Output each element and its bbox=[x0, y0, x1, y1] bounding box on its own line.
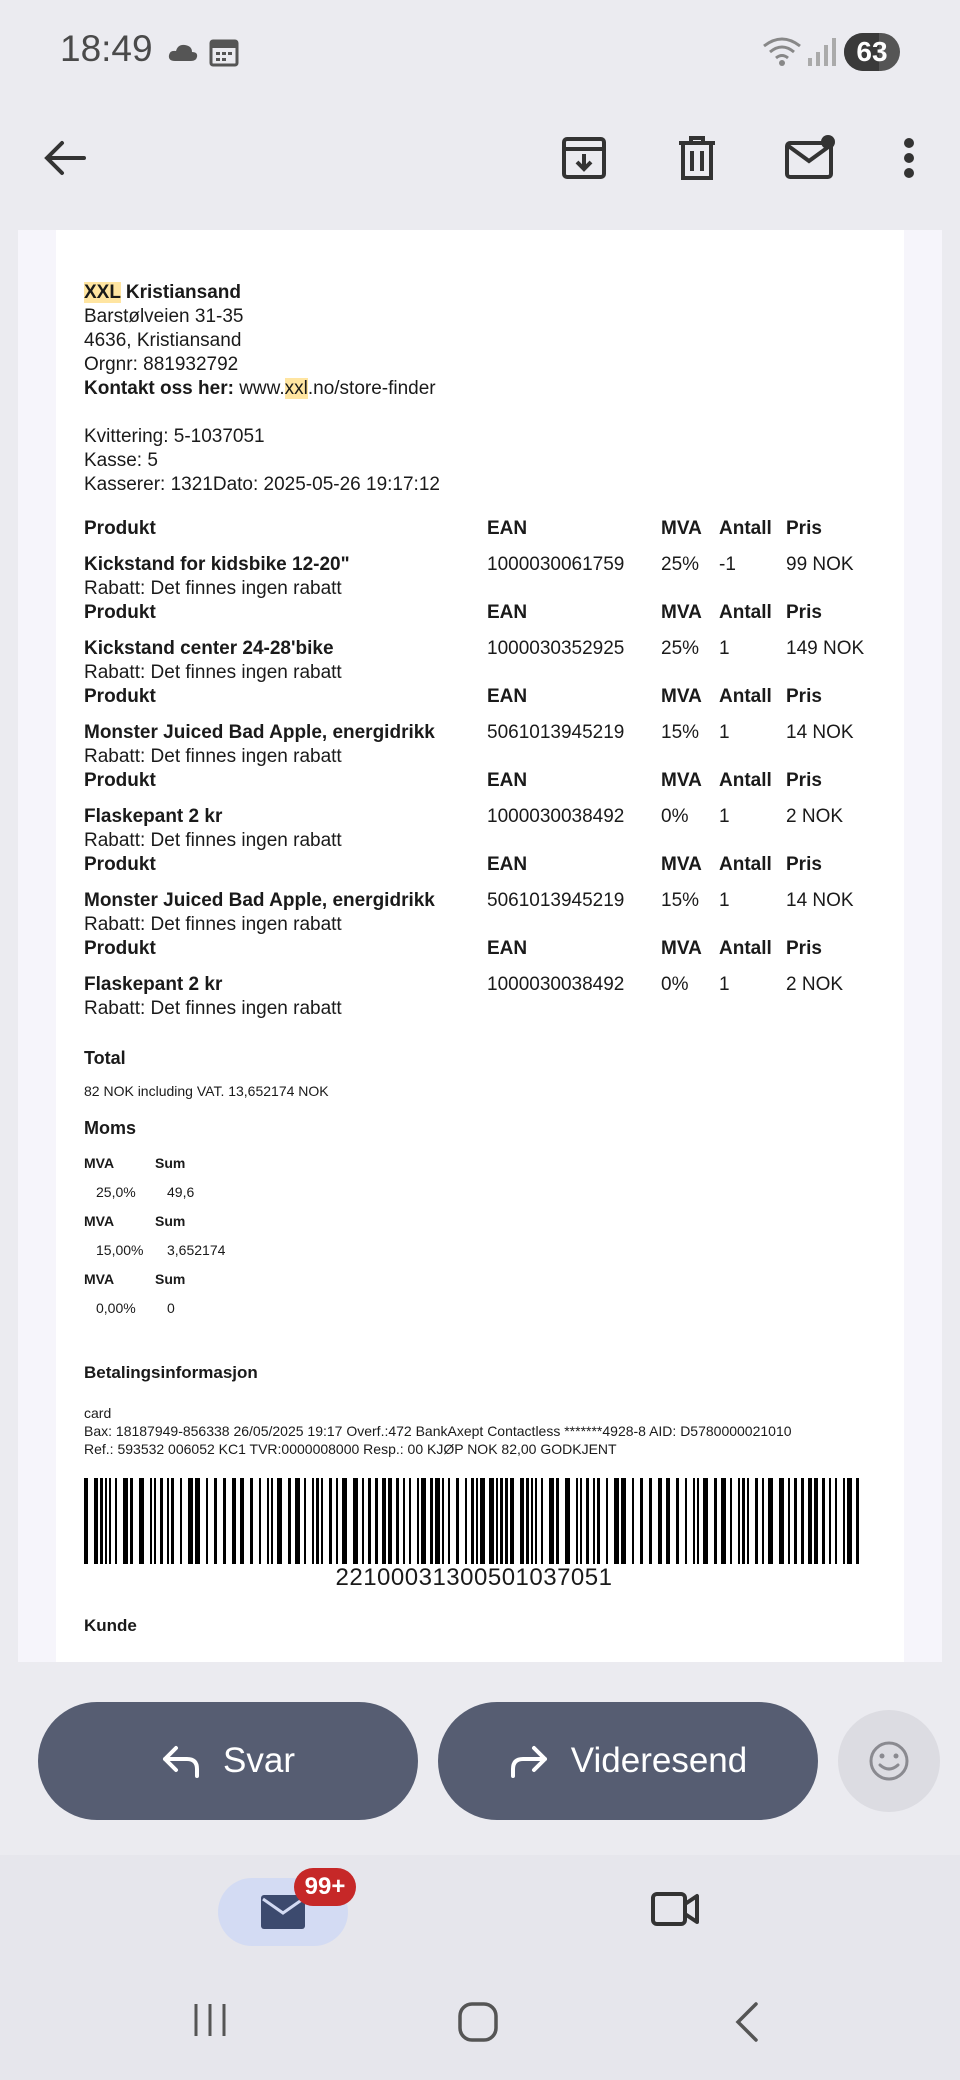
barcode-bar bbox=[171, 1478, 174, 1564]
barcode-bar bbox=[188, 1478, 193, 1564]
item-row bbox=[84, 806, 904, 832]
signal-icon bbox=[806, 36, 838, 68]
barcode-bar bbox=[403, 1478, 405, 1564]
vat-rate: 15,00% bbox=[96, 1242, 144, 1258]
reply-label: Svar bbox=[223, 1741, 295, 1780]
header-pris: Pris bbox=[786, 770, 822, 791]
barcode-bar bbox=[448, 1478, 450, 1564]
barcode-bar bbox=[640, 1478, 643, 1564]
barcode-bar bbox=[843, 1478, 845, 1564]
barcode-bar bbox=[693, 1478, 695, 1564]
barcode-bar bbox=[368, 1478, 371, 1564]
recent-apps-icon[interactable] bbox=[190, 2000, 230, 2040]
header-mva: MVA bbox=[661, 686, 702, 707]
items-header-row bbox=[84, 686, 904, 712]
header-pris: Pris bbox=[786, 602, 822, 623]
barcode-bar bbox=[435, 1478, 440, 1564]
cloud-icon bbox=[168, 42, 198, 62]
item-ean: 1000030061759 bbox=[487, 554, 625, 575]
receipt bbox=[56, 230, 904, 1662]
barcode-bar bbox=[115, 1478, 117, 1564]
barcode-bar bbox=[666, 1478, 670, 1564]
item-quantity: 1 bbox=[719, 806, 730, 827]
barcode-bar bbox=[421, 1478, 426, 1564]
header-antall: Antall bbox=[719, 518, 772, 539]
header-ean: EAN bbox=[487, 938, 528, 959]
barcode-bar bbox=[316, 1478, 319, 1564]
item-price: 2 NOK bbox=[786, 974, 844, 995]
item-mva: 15% bbox=[661, 722, 700, 743]
item-quantity: 1 bbox=[719, 722, 730, 743]
vat-header-row bbox=[84, 1271, 186, 1287]
status-bar bbox=[0, 0, 960, 100]
item-price: 149 NOK bbox=[786, 638, 865, 659]
barcode-bar bbox=[549, 1478, 554, 1564]
barcode-bar bbox=[382, 1478, 386, 1564]
vat-label: Moms bbox=[84, 1118, 137, 1138]
forward-icon bbox=[509, 1744, 549, 1778]
barcode-bar bbox=[295, 1478, 300, 1564]
barcode-bar bbox=[489, 1478, 494, 1564]
barcode-bar bbox=[535, 1478, 537, 1564]
barcode-bar bbox=[100, 1478, 103, 1564]
unread-count-badge: 99+ bbox=[294, 1868, 356, 1906]
vat-header-mva: MVA bbox=[84, 1213, 115, 1229]
header-ean: EAN bbox=[487, 686, 528, 707]
total-text: 82 NOK including VAT. 13,652174 NOK bbox=[84, 1083, 329, 1099]
item-price: 99 NOK bbox=[786, 554, 854, 575]
battery-level: 63 bbox=[856, 36, 888, 67]
barcode-bar bbox=[576, 1478, 578, 1564]
barcode-bar bbox=[510, 1478, 514, 1564]
barcode-bar bbox=[480, 1478, 485, 1564]
header-antall: Antall bbox=[719, 686, 772, 707]
barcode-bar bbox=[105, 1478, 107, 1564]
barcode-bar bbox=[721, 1478, 726, 1564]
barcode-bar bbox=[496, 1478, 498, 1564]
barcode-bar bbox=[288, 1478, 291, 1564]
item-quantity: 1 bbox=[719, 638, 730, 659]
header-ean: EAN bbox=[487, 602, 528, 623]
barcode-bar bbox=[312, 1478, 314, 1564]
item-name: Monster Juiced Bad Apple, energidrikk bbox=[84, 890, 435, 911]
items-header-row bbox=[84, 602, 904, 628]
barcode-number: 2210003130050103705​1 bbox=[335, 1564, 613, 1591]
header-produkt: Produkt bbox=[84, 686, 156, 707]
barcode-bar bbox=[632, 1478, 634, 1564]
barcode-bar bbox=[755, 1478, 758, 1564]
item-quantity: 1 bbox=[719, 890, 730, 911]
items-header-row bbox=[84, 518, 904, 544]
header-ean: EAN bbox=[487, 518, 528, 539]
vat-header-row bbox=[84, 1213, 186, 1229]
barcode-bar bbox=[835, 1478, 837, 1564]
store-name: XXL Kristiansand bbox=[84, 282, 241, 303]
barcode-bar bbox=[456, 1478, 459, 1564]
barcode-bar bbox=[505, 1478, 508, 1564]
barcode-bar bbox=[788, 1478, 790, 1564]
barcode-bar bbox=[621, 1478, 626, 1564]
barcode-bar bbox=[329, 1478, 332, 1564]
barcode-bar bbox=[738, 1478, 740, 1564]
header-mva: MVA bbox=[661, 770, 702, 791]
header-mva: MVA bbox=[661, 602, 702, 623]
barcode-bar bbox=[801, 1478, 804, 1564]
status-time: 18:49 bbox=[60, 28, 153, 69]
header-mva: MVA bbox=[661, 854, 702, 875]
barcode-bar bbox=[822, 1478, 825, 1564]
barcode-bar bbox=[271, 1478, 273, 1564]
barcode-bar bbox=[649, 1478, 652, 1564]
home-icon[interactable] bbox=[456, 2000, 500, 2044]
item-name: Flaskepant 2 kr bbox=[84, 806, 223, 827]
vat-header-mva: MVA bbox=[84, 1155, 115, 1171]
item-discount: Rabatt: Det finnes ingen rabatt bbox=[84, 662, 342, 683]
barcode-bar bbox=[409, 1478, 411, 1564]
item-row bbox=[84, 974, 904, 1000]
item-mva: 0% bbox=[661, 806, 689, 827]
barcode-bar bbox=[375, 1478, 378, 1564]
barcode-bar bbox=[214, 1478, 217, 1564]
barcode-bar bbox=[336, 1478, 338, 1564]
video-camera-icon bbox=[650, 1888, 700, 1930]
header-produkt: Produkt bbox=[84, 602, 156, 623]
barcode-bar bbox=[232, 1478, 236, 1564]
barcode bbox=[84, 1478, 864, 1564]
vat-header-sum: Sum bbox=[155, 1213, 186, 1229]
battery-indicator bbox=[844, 33, 900, 71]
barcode-bar bbox=[714, 1478, 717, 1564]
barcode-bar bbox=[586, 1478, 589, 1564]
items-header-row bbox=[84, 938, 904, 964]
barcode-bar bbox=[697, 1478, 699, 1564]
vat-header-sum: Sum bbox=[155, 1271, 186, 1287]
vat-header-sum: Sum bbox=[155, 1155, 186, 1171]
barcode-bar bbox=[541, 1478, 543, 1564]
emoji-reaction-button[interactable] bbox=[838, 1710, 940, 1812]
smiley-icon bbox=[868, 1740, 910, 1782]
barcode-bar bbox=[606, 1478, 608, 1564]
payment-line-1: Bax: 18187949-856338 26/05/2025 19:17 Overf.:472 BankAxept Contactless *******4928-8 AID: D5780000021010 bbox=[84, 1423, 792, 1439]
item-discount: Rabatt: Det finnes ingen rabatt bbox=[84, 578, 342, 599]
item-ean: 5061013945219 bbox=[487, 890, 625, 911]
wifi-icon bbox=[762, 36, 802, 68]
barcode-bar bbox=[240, 1478, 244, 1564]
barcode-bar bbox=[259, 1478, 261, 1564]
items-header-row bbox=[84, 770, 904, 796]
item-price: 14 NOK bbox=[786, 890, 854, 911]
forward-label: Videresend bbox=[570, 1741, 748, 1780]
vat-header-mva: MVA bbox=[84, 1271, 115, 1287]
barcode-bar bbox=[304, 1478, 306, 1564]
delete-icon[interactable] bbox=[669, 130, 725, 186]
contact-line: Kontakt oss her: www.xxl.no/store-finder bbox=[84, 378, 436, 399]
cashier-date: Kasserer: 1321Dato: 2025-05-26 19:17:12 bbox=[84, 474, 440, 495]
store-finder-link[interactable]: www.xxl.no/store-finder bbox=[233, 378, 436, 399]
vat-rate: 0,00% bbox=[96, 1300, 136, 1316]
barcode-bar bbox=[123, 1478, 128, 1564]
barcode-bar bbox=[206, 1478, 208, 1564]
header-pris: Pris bbox=[786, 938, 822, 959]
total-label: Total bbox=[84, 1048, 126, 1068]
barcode-bar bbox=[160, 1478, 163, 1564]
barcode-bar bbox=[500, 1478, 503, 1564]
item-name: Monster Juiced Bad Apple, energidrikk bbox=[84, 722, 435, 743]
barcode-bar bbox=[417, 1478, 419, 1564]
barcode-bar bbox=[476, 1478, 478, 1564]
system-back-icon[interactable] bbox=[732, 2000, 762, 2044]
item-ean: 1000030038492 bbox=[487, 974, 625, 995]
item-mva: 15% bbox=[661, 890, 700, 911]
header-mva: MVA bbox=[661, 518, 702, 539]
receipt-number: Kvittering: 5-1037051 bbox=[84, 426, 265, 447]
barcode-bar bbox=[565, 1478, 570, 1564]
app-bar bbox=[0, 110, 960, 200]
header-antall: Antall bbox=[719, 938, 772, 959]
barcode-bar bbox=[847, 1478, 852, 1564]
payment-type: card bbox=[84, 1405, 112, 1421]
item-mva: 25% bbox=[661, 554, 700, 575]
item-name: Kickstand center 24-28'bike bbox=[84, 638, 334, 659]
items-header-row bbox=[84, 854, 904, 880]
forward-button[interactable] bbox=[438, 1702, 818, 1820]
barcode-bar bbox=[597, 1478, 600, 1564]
item-row bbox=[84, 554, 904, 580]
item-row bbox=[84, 890, 904, 916]
barcode-bar bbox=[442, 1478, 444, 1564]
barcode-bar bbox=[223, 1478, 226, 1564]
barcode-bar bbox=[762, 1478, 764, 1564]
barcode-bar bbox=[150, 1478, 152, 1564]
item-ean: 1000030038492 bbox=[487, 806, 625, 827]
barcode-bar bbox=[277, 1478, 282, 1564]
address-line-1: Barstølveien 31-35 bbox=[84, 306, 244, 327]
item-discount: Rabatt: Det finnes ingen rabatt bbox=[84, 914, 342, 935]
header-produkt: Produkt bbox=[84, 770, 156, 791]
barcode-bar bbox=[829, 1478, 831, 1564]
meet-tab[interactable] bbox=[650, 1888, 700, 1935]
header-pris: Pris bbox=[786, 518, 822, 539]
header-pris: Pris bbox=[786, 854, 822, 875]
header-produkt: Produkt bbox=[84, 518, 156, 539]
vat-header-row bbox=[84, 1155, 186, 1171]
header-mva: MVA bbox=[661, 938, 702, 959]
barcode-bar bbox=[342, 1478, 347, 1564]
barcode-bar bbox=[84, 1478, 88, 1564]
barcode-bar bbox=[856, 1478, 859, 1564]
header-antall: Antall bbox=[719, 854, 772, 875]
barcode-bar bbox=[195, 1478, 200, 1564]
barcode-bar bbox=[267, 1478, 269, 1564]
item-mva: 0% bbox=[661, 974, 689, 995]
barcode-bar bbox=[808, 1478, 812, 1564]
barcode-bar bbox=[794, 1478, 797, 1564]
item-ean: 5061013945219 bbox=[487, 722, 625, 743]
register-number: Kasse: 5 bbox=[84, 450, 158, 471]
mark-unread-icon[interactable] bbox=[782, 130, 838, 186]
header-ean: EAN bbox=[487, 854, 528, 875]
reply-button[interactable] bbox=[38, 1702, 418, 1820]
barcode-bar bbox=[526, 1478, 529, 1564]
item-price: 14 NOK bbox=[786, 722, 854, 743]
item-mva: 25% bbox=[661, 638, 700, 659]
item-row bbox=[84, 638, 904, 664]
barcode-bar bbox=[353, 1478, 358, 1564]
item-quantity: -1 bbox=[719, 554, 736, 575]
vat-sum: 3,652174 bbox=[167, 1242, 226, 1258]
barcode-bar bbox=[430, 1478, 433, 1564]
barcode-bar bbox=[321, 1478, 323, 1564]
header-produkt: Produkt bbox=[84, 938, 156, 959]
barcode-bar bbox=[814, 1478, 818, 1564]
barcode-bar bbox=[658, 1478, 662, 1564]
item-name: Flaskepant 2 kr bbox=[84, 974, 223, 995]
barcode-bar bbox=[531, 1478, 533, 1564]
org-number: Orgnr: 881932792 bbox=[84, 354, 239, 375]
archive-icon[interactable] bbox=[556, 130, 612, 186]
item-row bbox=[84, 722, 904, 748]
barcode-bar bbox=[471, 1478, 474, 1564]
calendar-icon bbox=[208, 36, 240, 68]
payment-line-2: Ref.: 593532 006052 KC1 TVR:0000008000 Resp.: 00 KJØP NOK 82,00 GODKJENT bbox=[84, 1441, 617, 1457]
header-produkt: Produkt bbox=[84, 854, 156, 875]
header-antall: Antall bbox=[719, 602, 772, 623]
item-discount: Rabatt: Det finnes ingen rabatt bbox=[84, 746, 342, 767]
barcode-bar bbox=[250, 1478, 253, 1564]
barcode-bar bbox=[520, 1478, 524, 1564]
barcode-bar bbox=[167, 1478, 169, 1564]
header-ean: EAN bbox=[487, 770, 528, 791]
header-antall: Antall bbox=[719, 770, 772, 791]
barcode-bar bbox=[730, 1478, 732, 1564]
barcode-bar bbox=[685, 1478, 687, 1564]
barcode-bar bbox=[593, 1478, 595, 1564]
barcode-bar bbox=[676, 1478, 679, 1564]
barcode-bar bbox=[154, 1478, 156, 1564]
address-line-2: 4636, Kristiansand bbox=[84, 330, 242, 351]
item-ean: 1000030352925 bbox=[487, 638, 625, 659]
barcode-bar bbox=[388, 1478, 392, 1564]
barcode-bar bbox=[139, 1478, 144, 1564]
back-arrow-icon[interactable] bbox=[36, 130, 92, 186]
barcode-bar bbox=[614, 1478, 619, 1564]
payment-label: Betalingsinformasjon bbox=[84, 1363, 258, 1382]
vat-sum: 0 bbox=[167, 1300, 175, 1316]
reply-icon bbox=[161, 1744, 201, 1778]
header-pris: Pris bbox=[786, 686, 822, 707]
barcode-bar bbox=[180, 1478, 182, 1564]
vat-sum: 49,6 bbox=[167, 1184, 195, 1200]
barcode-bar bbox=[779, 1478, 784, 1564]
barcode-bar bbox=[556, 1478, 559, 1564]
barcode-bar bbox=[742, 1478, 745, 1564]
item-discount: Rabatt: Det finnes ingen rabatt bbox=[84, 998, 342, 1019]
item-price: 2 NOK bbox=[786, 806, 844, 827]
barcode-bar bbox=[109, 1478, 111, 1564]
barcode-bar bbox=[94, 1478, 98, 1564]
barcode-bar bbox=[768, 1478, 773, 1564]
barcode-bar bbox=[465, 1478, 467, 1564]
barcode-bar bbox=[396, 1478, 399, 1564]
item-name: Kickstand for kidsbike 12-20" bbox=[84, 554, 350, 575]
more-options-icon[interactable] bbox=[881, 130, 937, 186]
barcode-bar bbox=[130, 1478, 133, 1564]
barcode-bar bbox=[580, 1478, 582, 1564]
item-discount: Rabatt: Det finnes ingen rabatt bbox=[84, 830, 342, 851]
customer-label: Kunde bbox=[84, 1616, 137, 1635]
item-quantity: 1 bbox=[719, 974, 730, 995]
barcode-bar bbox=[747, 1478, 749, 1564]
vat-rate: 25,0% bbox=[96, 1184, 136, 1200]
bottom-navigation bbox=[0, 1855, 960, 2080]
barcode-bar bbox=[362, 1478, 364, 1564]
barcode-bar bbox=[703, 1478, 708, 1564]
